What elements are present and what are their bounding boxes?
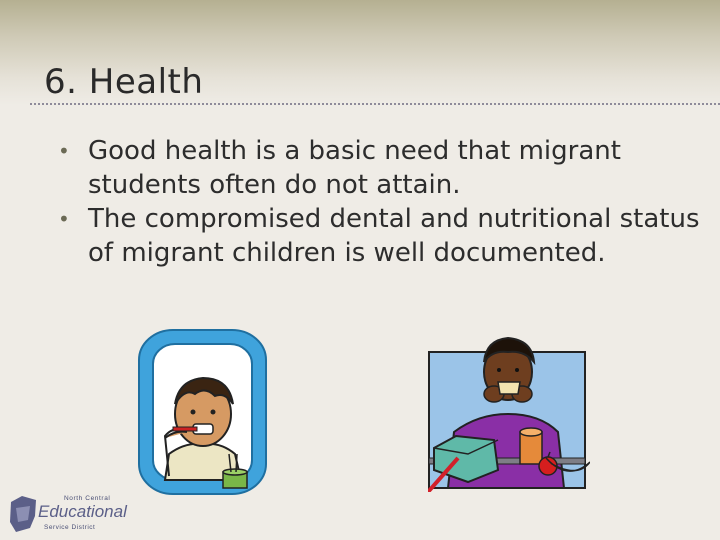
oregon-map-icon [8,494,38,534]
bullet-list [58,134,708,270]
bullet-dot-icon: • [58,139,70,163]
bullet-text: The compromised dental and nutritional status of migrant children is well documented. [88,204,700,268]
logo-line1: North Central [64,495,111,502]
title-divider [30,103,720,105]
district-logo [8,494,127,534]
bullet-dot-icon: • [58,207,70,231]
slide-title: 6. Health [44,62,204,102]
bullet-text: Good health is a basic need that migrant students often do not attain. [88,136,621,200]
logo-line3: Service District [44,524,96,531]
bullet-item [58,202,708,270]
boy-eating-lunch-icon [428,332,590,492]
bullet-item [58,134,708,202]
boy-brushing-teeth-icon [135,326,270,498]
logo-line2: Educational [38,502,127,521]
